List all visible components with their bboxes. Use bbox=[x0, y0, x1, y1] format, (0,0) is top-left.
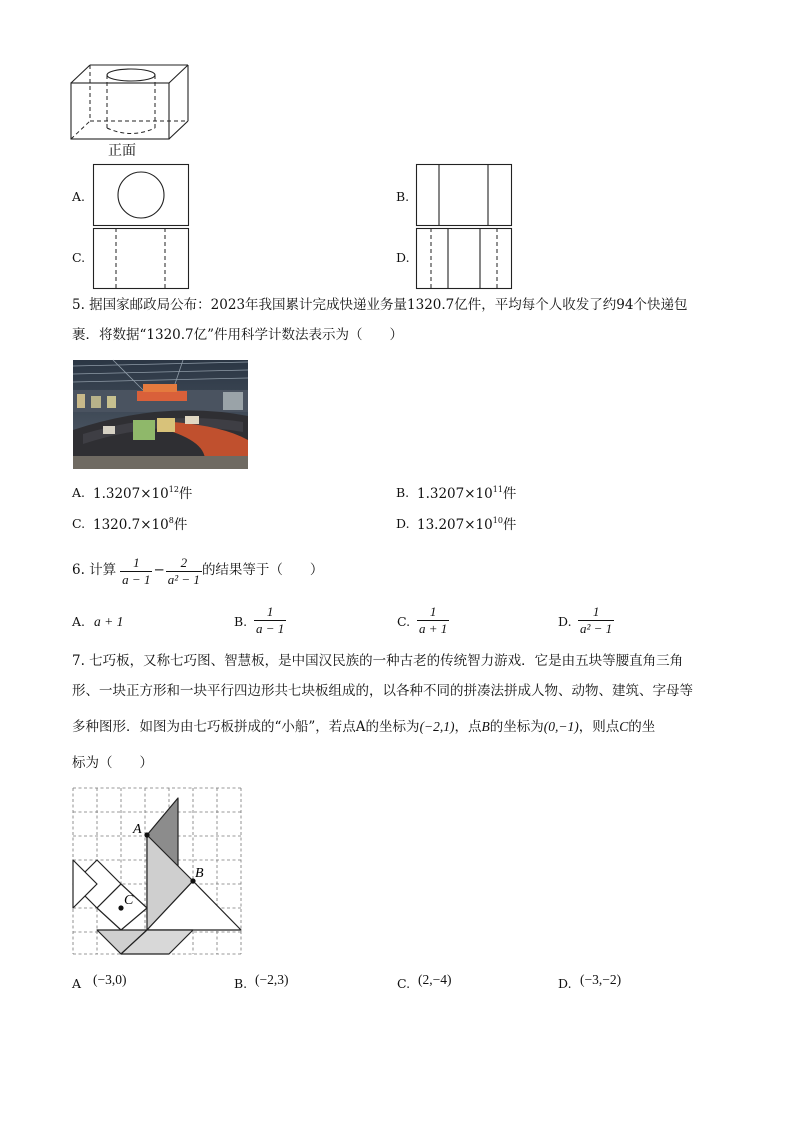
q6-option-d-numerator: 1 bbox=[592, 604, 600, 619]
q7-line3-part-d: ，则点 bbox=[578, 719, 620, 735]
q4-option-d-figure bbox=[416, 228, 512, 290]
q6-option-d[interactable] bbox=[578, 604, 614, 637]
q5-text-line1: 5. 据国家邮政局公布：2023年我国累计完成快递业务量1320.7亿件，平均每个人收发了约94个快递包 bbox=[72, 297, 688, 313]
q7-option-a[interactable]: (−3,0) bbox=[93, 972, 127, 987]
q6-suffix: 的结果等于（ ） bbox=[201, 562, 324, 579]
q6-fraction-2 bbox=[166, 555, 202, 588]
q5-option-b-unit: 件 bbox=[502, 486, 517, 502]
q7-option-b-letter: B. bbox=[234, 976, 248, 991]
q7-coord-b: (0,−1) bbox=[543, 719, 579, 734]
q5-option-a-letter: A. bbox=[72, 485, 86, 500]
q4-option-b-letter: B. bbox=[396, 189, 410, 204]
q7-option-c-letter: C. bbox=[397, 976, 411, 991]
q6-option-c[interactable] bbox=[417, 604, 449, 637]
q5-option-b-letter: B. bbox=[396, 485, 410, 500]
q6-option-c-denominator: a + 1 bbox=[419, 621, 448, 636]
q7-point-c-name: C bbox=[619, 719, 629, 734]
q5-option-c-exponent: 8 bbox=[168, 516, 174, 525]
q7-point-b-name: B bbox=[481, 719, 490, 734]
q5-option-a-mantissa: 1.3207×10 bbox=[93, 486, 169, 502]
tangram-boat-figure bbox=[72, 786, 244, 956]
q5-option-b-mantissa: 1.3207×10 bbox=[417, 486, 493, 502]
point-c-dot bbox=[118, 905, 123, 910]
express-sorting-center-photo bbox=[73, 360, 248, 469]
q7-line3-part-b: ，点 bbox=[454, 719, 482, 735]
point-b-label: B bbox=[195, 866, 204, 881]
point-c-label: C bbox=[124, 893, 134, 908]
q7-option-d[interactable]: (−3,−2) bbox=[580, 972, 622, 987]
q6-fraction-1-numerator: 1 bbox=[133, 554, 140, 570]
q4-option-d-letter: D. bbox=[396, 250, 410, 265]
q7-line3-part-a: 多种图形．如图为由七巧板拼成的“小船”，若点A的坐标为 bbox=[72, 719, 420, 735]
q5-option-d-unit: 件 bbox=[502, 517, 517, 533]
q6-option-d-letter: D. bbox=[558, 614, 572, 629]
front-view-label: 正面 bbox=[108, 143, 136, 159]
q6-fraction-2-denominator: a² − 1 bbox=[167, 571, 200, 587]
q6-fraction-1 bbox=[120, 555, 152, 588]
q7-option-b[interactable]: (−2,3) bbox=[255, 972, 289, 987]
q7-line3-part-c: 的坐标为 bbox=[489, 719, 544, 735]
q6-fraction-1-denominator: a − 1 bbox=[122, 571, 151, 587]
q7-option-a-letter: A bbox=[72, 976, 82, 991]
q6-option-c-letter: C. bbox=[397, 614, 411, 629]
box-with-cylinder-figure bbox=[70, 64, 192, 144]
q6-option-d-denominator: a² − 1 bbox=[580, 621, 613, 636]
q5-option-d-letter: D. bbox=[396, 516, 410, 531]
q6-minus: − bbox=[153, 562, 165, 579]
q6-prefix: 6. 计算 bbox=[72, 562, 117, 579]
q6-option-b[interactable] bbox=[254, 604, 286, 637]
q6-option-b-denominator: a − 1 bbox=[256, 621, 285, 636]
q7-option-c[interactable]: (2,−4) bbox=[418, 972, 452, 987]
q6-option-a[interactable]: a + 1 bbox=[94, 614, 124, 629]
q5-option-d-exponent: 10 bbox=[492, 516, 503, 525]
q6-option-a-letter: A. bbox=[72, 614, 86, 629]
q7-text-line1: 7. 七巧板，又称七巧图、智慧板，是中国汉民族的一种古老的传统智力游戏．它是由五块等腰直角三角 bbox=[72, 653, 684, 669]
q6-fraction-2-numerator: 2 bbox=[180, 554, 188, 570]
q4-option-a-figure bbox=[93, 164, 189, 226]
q4-option-b-figure bbox=[416, 164, 512, 226]
q5-text-line2: 裹．将数据“1320.7亿”件用科学计数法表示为（ ） bbox=[72, 327, 404, 343]
point-a-dot bbox=[144, 832, 149, 837]
q7-option-d-letter: D. bbox=[558, 976, 572, 991]
q6-option-b-letter: B. bbox=[234, 614, 248, 629]
q6-option-c-numerator: 1 bbox=[429, 604, 437, 619]
point-a-label: A bbox=[133, 822, 142, 837]
q5-option-c-letter: C. bbox=[72, 516, 86, 531]
q4-option-c-letter: C. bbox=[72, 250, 86, 265]
q4-option-a-letter: A. bbox=[72, 189, 86, 204]
q7-text-line3 bbox=[72, 720, 655, 735]
q5-option-b-exponent: 11 bbox=[492, 485, 503, 494]
q7-text-line2: 形、一块正方形和一块平行四边形共七块板组成的，以各种不同的拼凑法拼成人物、动物、建筑、字母等 bbox=[72, 683, 693, 699]
q5-option-c-mantissa: 1320.7×10 bbox=[93, 517, 169, 533]
q7-text-line4: 标为（ ） bbox=[72, 755, 153, 771]
q7-coord-a: (−2,1) bbox=[419, 719, 455, 734]
q5-option-d-mantissa: 13.207×10 bbox=[417, 517, 493, 533]
q6-option-b-numerator: 1 bbox=[266, 604, 274, 619]
q4-option-c-figure bbox=[93, 228, 189, 290]
q7-line3-part-e: 的坐 bbox=[628, 719, 656, 735]
q5-option-d[interactable] bbox=[417, 517, 516, 533]
q5-option-c[interactable] bbox=[93, 517, 187, 533]
q6-question bbox=[72, 552, 323, 590]
q5-option-a-exponent: 12 bbox=[168, 485, 179, 494]
q5-option-b[interactable] bbox=[417, 486, 516, 502]
q5-option-c-unit: 件 bbox=[173, 517, 188, 533]
q5-option-a-unit: 件 bbox=[178, 486, 193, 502]
q5-option-a[interactable] bbox=[93, 486, 192, 502]
